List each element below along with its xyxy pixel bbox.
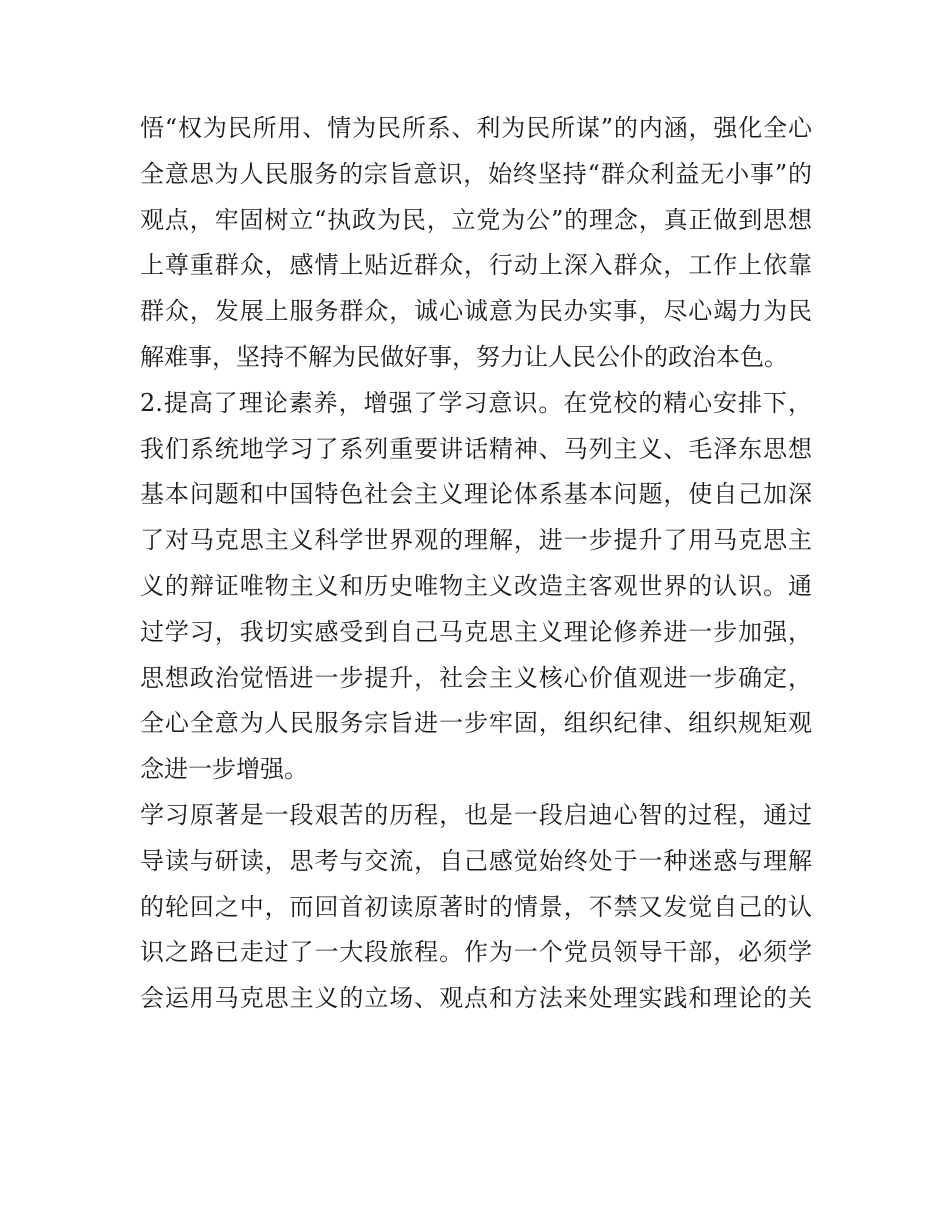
text-line: 全意思为人民服务的宗旨意识，始终坚持“群众利益无小事”的 [140,159,812,188]
text-line: 2.提高了理论素养，增强了学习意识。在党校的精心安排下， [140,388,812,417]
text-line: 念进一步增强。 [140,755,308,784]
text-line: 思想政治觉悟进一步提升，社会主义核心价值观进一步确定， [140,663,812,692]
body-text [140,106,812,1022]
text-line: 全心全意为人民服务宗旨进一步牢固，组织纪律、组织规矩观 [140,709,812,738]
text-line: 义的辩证唯物主义和历史唯物主义改造主客观世界的认识。通 [140,571,812,600]
text-line: 基本问题和中国特色社会主义理论体系基本问题，使自己加深 [140,480,812,509]
text-line: 观点，牢固树立“执政为民，立党为公”的理念，真正做到思想 [140,205,812,234]
text-line: 学习原著是一段艰苦的历程，也是一段启迪心智的过程，通过 [140,800,812,829]
text-line: 群众，发展上服务群众，诚心诚意为民办实事，尽心竭力为民 [140,297,812,326]
text-line: 了对马克思主义科学世界观的理解，进一步提升了用马克思主 [140,526,812,555]
text-line: 悟“权为民所用、情为民所系、利为民所谋”的内涵，强化全心 [140,114,812,142]
text-line: 我们系统地学习了系列重要讲话精神、马列主义、毛泽东思想 [140,434,812,463]
text-line: 解难事，坚持不解为民做好事，努力让人民公仆的政治本色。 [140,342,788,371]
text-line: 的轮回之中，而回首初读原著时的情景，不禁又发觉自己的认 [140,892,812,921]
text-line: 导读与研读，思考与交流，自己感觉始终处于一种迷惑与理解 [140,846,812,875]
text-line: 会运用马克思主义的立场、观点和方法来处理实践和理论的关 [140,984,812,1013]
text-line: 识之路已走过了一大段旅程。作为一个党员领导干部，必须学 [140,938,812,967]
text-line: 上尊重群众，感情上贴近群众，行动上深入群众，工作上依靠 [140,251,812,280]
text-line: 过学习，我切实感受到自己马克思主义理论修养进一步加强， [140,617,812,646]
